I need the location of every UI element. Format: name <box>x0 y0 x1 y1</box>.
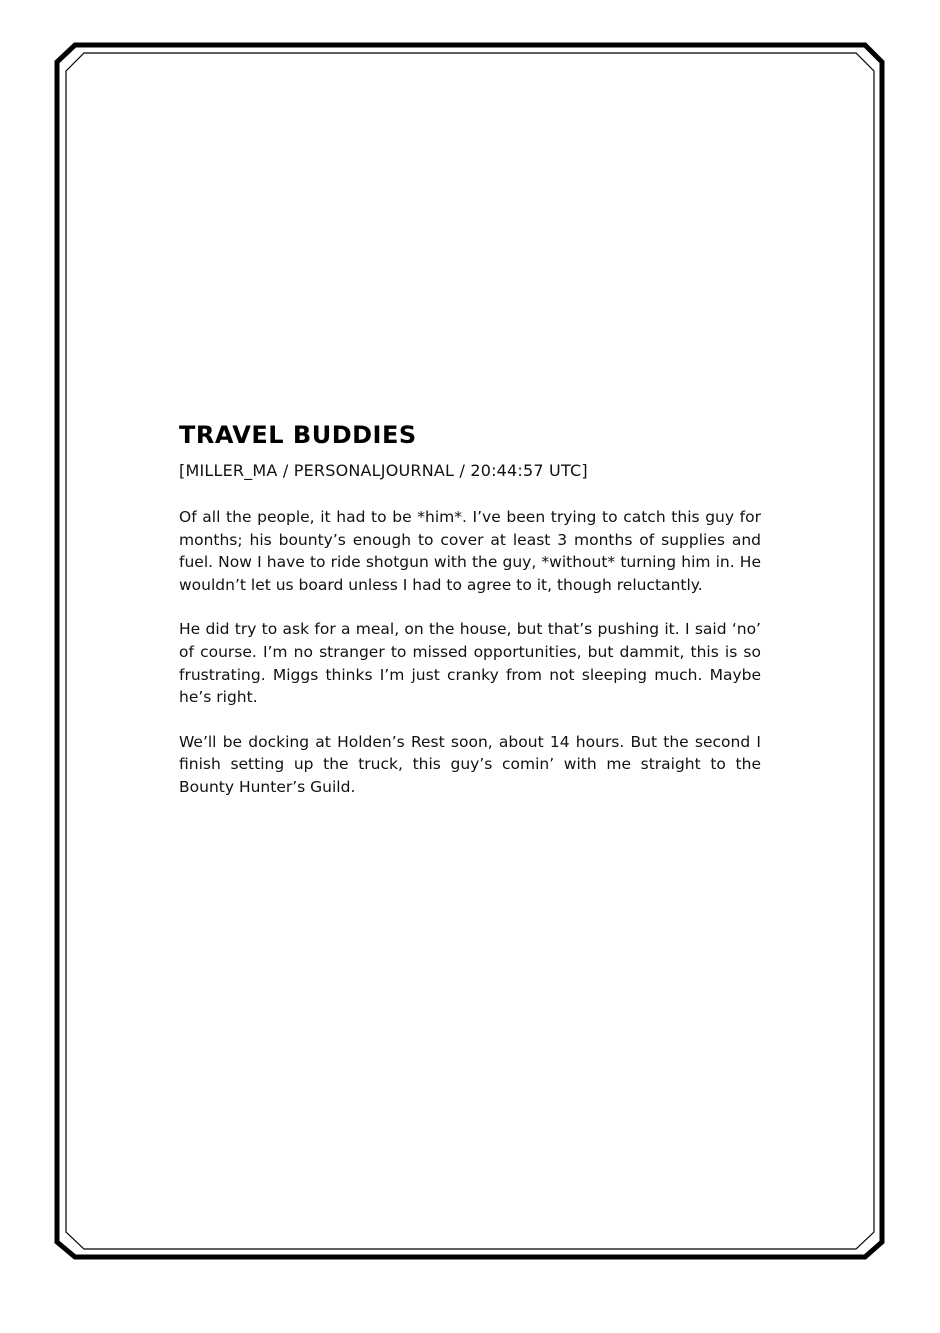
entry-paragraph: Of all the people, it had to be *him*. I’ve been trying to catch this guy for months; his bounty’s enough to cover at least 3 months of supplies and fuel. Now I have to ride shotgun with the guy, *without* turning him in. He wouldn’t let us board unless I had to agree to it, though reluctantly. <box>179 508 761 594</box>
journal-entry <box>179 420 761 799</box>
entry-title: TRAVEL BUDDIES <box>179 421 417 449</box>
entry-paragraph: He did try to ask for a meal, on the house, but that’s pushing it. I said ‘no’ of course. I’m no stranger to missed opportunities, but dammit, this is so frustrating. Miggs thinks I’m just cranky from not sleeping much. Maybe he’s right. <box>179 620 761 707</box>
entry-paragraph: We’ll be docking at Holden’s Rest soon, about 14 hours. But the second I finish setting up the truck, this guy’s comin’ with me straight to the Bounty Hunter’s Guild. <box>179 732 761 796</box>
entry-meta: [MILLER_MA / PERSONALJOURNAL / 20:44:57 UTC] <box>179 461 588 480</box>
